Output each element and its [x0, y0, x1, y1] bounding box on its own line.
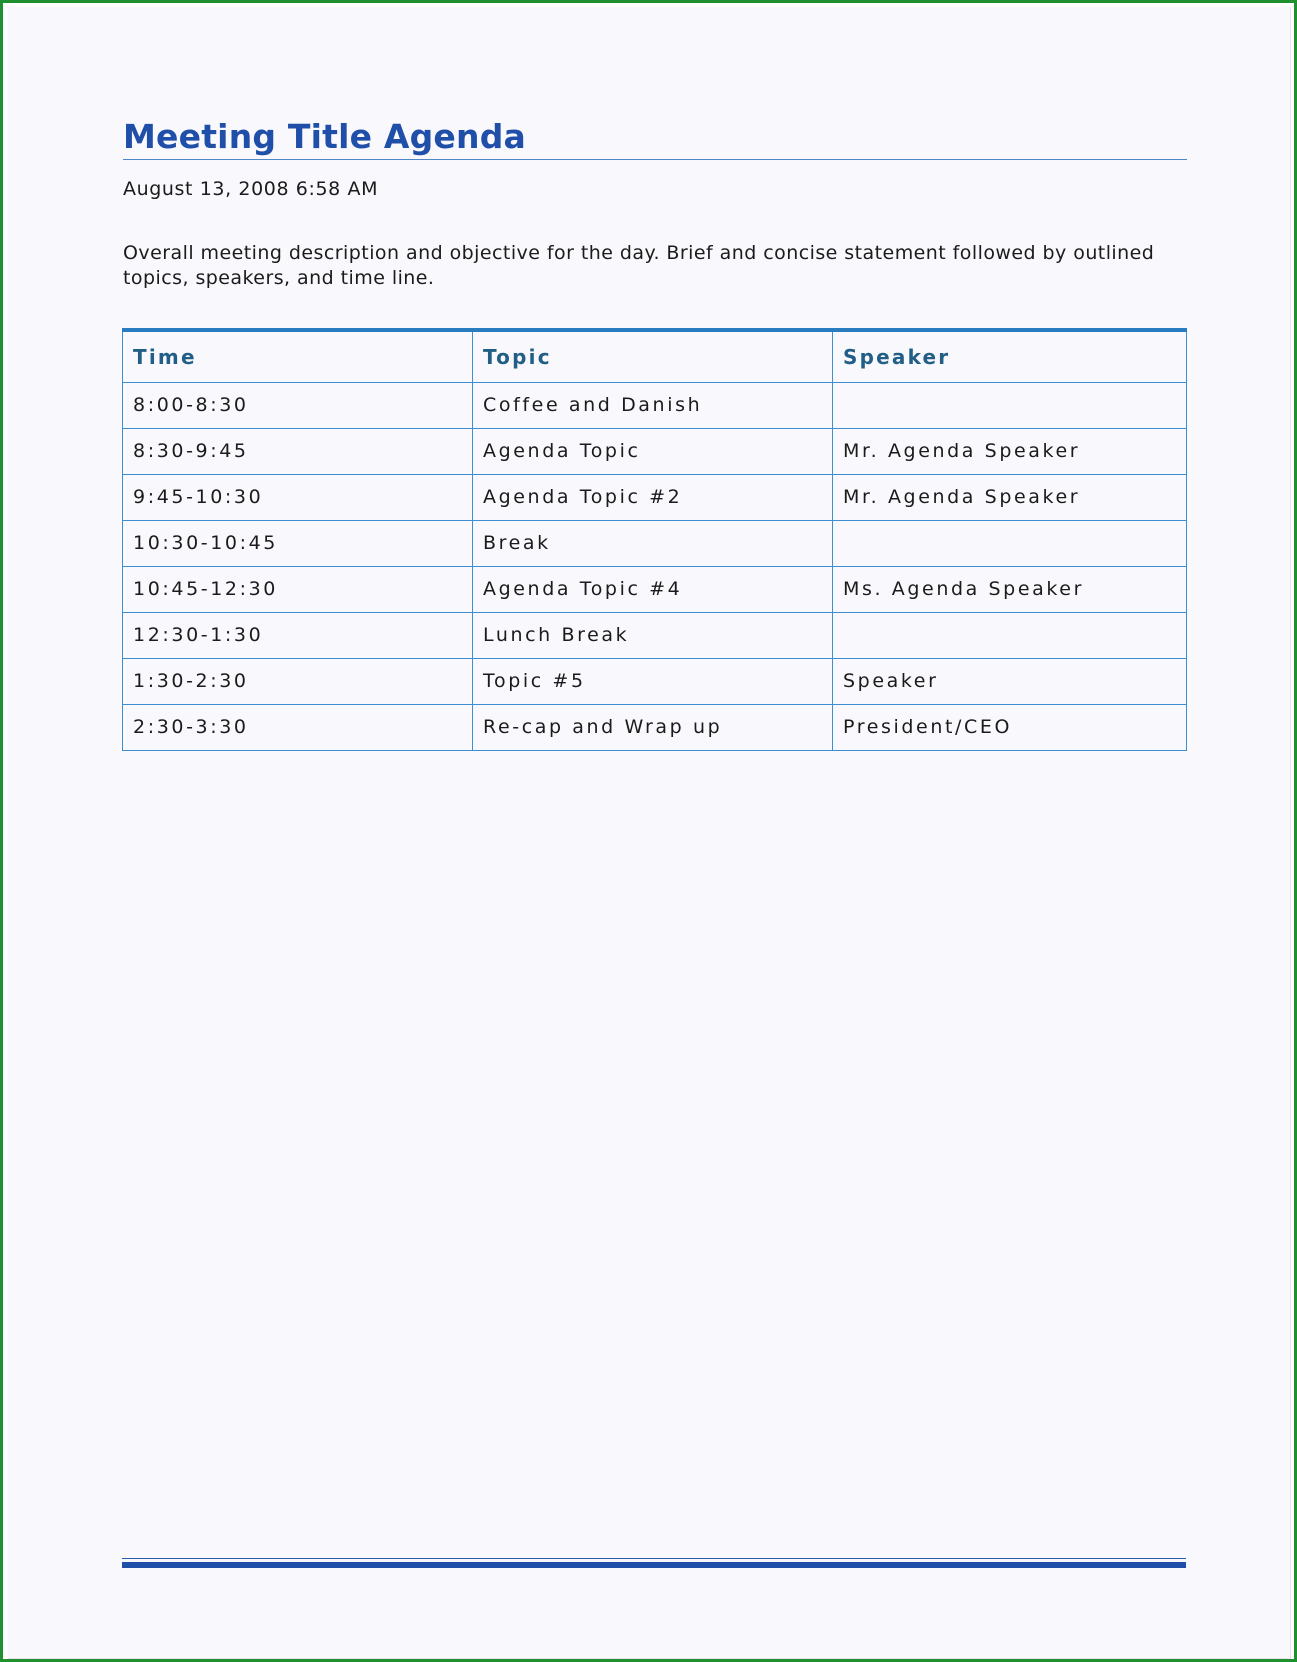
topic-cell: Topic #5: [473, 658, 833, 704]
topic-cell: Re-cap and Wrap up: [473, 704, 833, 750]
topic-cell: Coffee and Danish: [473, 382, 833, 428]
time-cell: 2:30-3:30: [123, 704, 473, 750]
agenda-table: [122, 328, 1187, 751]
page-title: Meeting Title Agenda: [123, 117, 526, 156]
title-divider: [123, 159, 1187, 160]
speaker-cell: President/CEO: [833, 704, 1187, 750]
speaker-cell: Mr. Agenda Speaker: [833, 428, 1187, 474]
table-row: [123, 382, 1187, 428]
time-cell: 10:30-10:45: [123, 520, 473, 566]
speaker-cell: Speaker: [833, 658, 1187, 704]
table-row: [123, 612, 1187, 658]
table-row: [123, 520, 1187, 566]
column-header-time: Time: [123, 330, 473, 382]
column-header-topic: Topic: [473, 330, 833, 382]
column-header-speaker: Speaker: [833, 330, 1187, 382]
agenda-page: [8, 7, 1291, 1659]
time-cell: 8:30-9:45: [123, 428, 473, 474]
agenda-header-row: [123, 330, 1187, 382]
topic-cell: Break: [473, 520, 833, 566]
topic-cell: Lunch Break: [473, 612, 833, 658]
table-row: [123, 704, 1187, 750]
time-cell: 12:30-1:30: [123, 612, 473, 658]
speaker-cell: Ms. Agenda Speaker: [833, 566, 1187, 612]
table-row: [123, 566, 1187, 612]
speaker-cell: Mr. Agenda Speaker: [833, 474, 1187, 520]
topic-cell: Agenda Topic: [473, 428, 833, 474]
table-row: [123, 658, 1187, 704]
time-cell: 1:30-2:30: [123, 658, 473, 704]
footer-divider-thin: [122, 1558, 1186, 1559]
topic-cell: Agenda Topic #2: [473, 474, 833, 520]
time-cell: 9:45-10:30: [123, 474, 473, 520]
speaker-cell: [833, 612, 1187, 658]
speaker-cell: [833, 520, 1187, 566]
footer-divider-thick: [122, 1562, 1186, 1568]
table-row: [123, 428, 1187, 474]
meeting-description: Overall meeting description and objective for the day. Brief and concise statement followed by outlined topics, speakers, and time line.: [123, 242, 1155, 289]
speaker-cell: [833, 382, 1187, 428]
time-cell: 10:45-12:30: [123, 566, 473, 612]
table-row: [123, 474, 1187, 520]
topic-cell: Agenda Topic #4: [473, 566, 833, 612]
time-cell: 8:00-8:30: [123, 382, 473, 428]
meeting-date: August 13, 2008 6:58 AM: [123, 178, 379, 200]
